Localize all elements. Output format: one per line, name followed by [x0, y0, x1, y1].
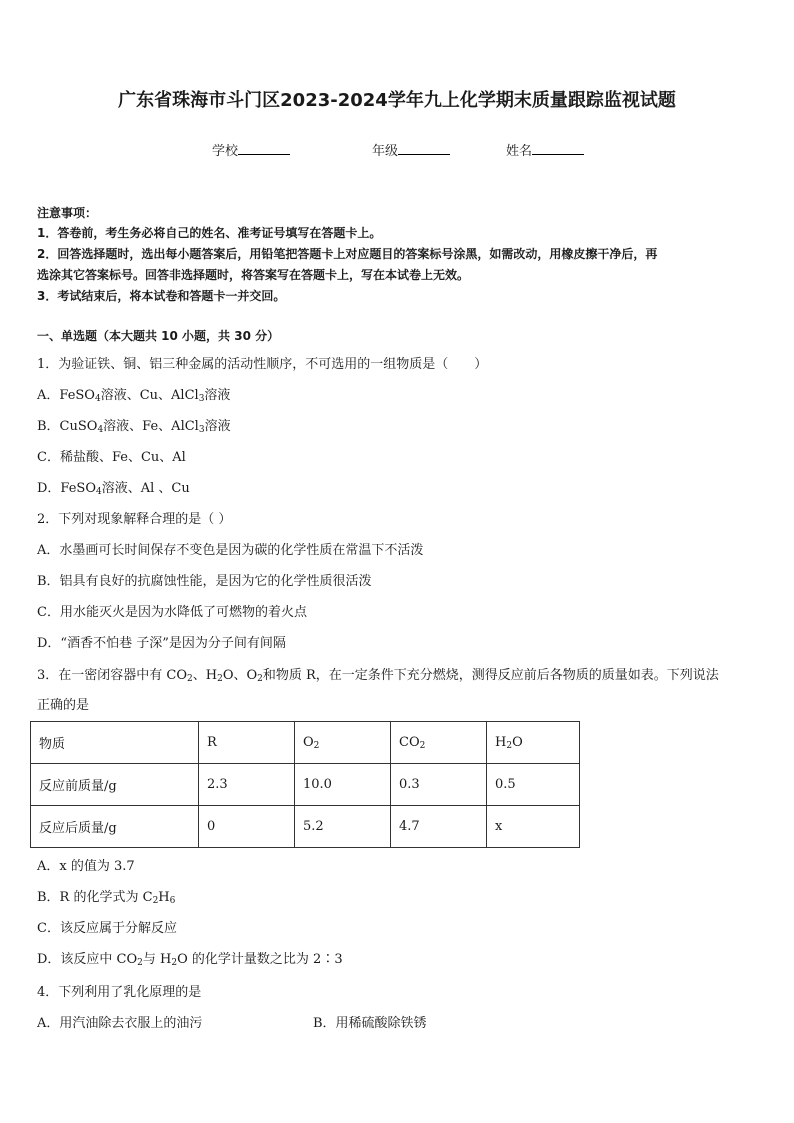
note-2b: 选涂其它答案标号。回答非选择题时，将答案写在答题卡上，写在本试卷上无效。 — [37, 268, 470, 282]
table-cell: $H_2O$ — [487, 722, 580, 764]
notes-heading: 注意事项： — [37, 206, 98, 220]
table-cell: 2.3 — [199, 764, 295, 806]
q3-stem-line2: 正确的是 — [37, 698, 90, 713]
table-cell: 0.5 — [487, 764, 580, 806]
table-cell: 4.7 — [391, 806, 487, 848]
table-cell: R — [199, 722, 295, 764]
q3-option-c: C．该反应属于分解反应 — [37, 921, 177, 936]
q3-option-a: A．x 的值为 3.7 — [37, 859, 135, 874]
q3-option-d: D．该反应中 $CO_2$与 $H_2O$ 的化学计量数之比为 2∶3 — [37, 952, 343, 968]
q3-mass-table — [30, 721, 580, 848]
table-cell: 物质 — [31, 722, 199, 764]
table-cell: 反应前质量/g — [31, 764, 199, 806]
table-header-row — [31, 722, 580, 764]
note-3: 3．考试结束后，将本试卷和答题卡一并交回。 — [37, 289, 286, 303]
table-row — [31, 764, 580, 806]
table-cell: $O_2$ — [295, 722, 391, 764]
school-label: 学校 — [212, 144, 239, 159]
grade-blank[interactable] — [398, 142, 450, 155]
q3-option-b: B．R 的化学式为 $C_2H_6$ — [37, 890, 176, 906]
table-cell: 0.3 — [391, 764, 487, 806]
q1-option-b: B．CuSO$_4$溶液、Fe、AlCl$_3$溶液 — [37, 419, 231, 435]
table-cell: x — [487, 806, 580, 848]
q3-stem-line1: 3．在一密闭容器中有 $CO_2$、$H_2O$、$O_2$和物质 R，在一定条件下充分燃烧，测得反应前后各物质的质量如表。下列说法 — [37, 668, 719, 684]
grade-field — [372, 140, 450, 159]
school-field — [212, 140, 290, 159]
q2-option-c: C．用水能灭火是因为水降低了可燃物的着火点 — [37, 605, 307, 620]
section-heading: 一、单选题（本大题共 10 小题，共 30 分） — [37, 329, 280, 343]
table-cell: 0 — [199, 806, 295, 848]
name-label: 姓名 — [506, 144, 533, 159]
q4-stem: 4．下列利用了乳化原理的是 — [37, 985, 202, 1000]
table-cell: 10.0 — [295, 764, 391, 806]
page-title: 广东省珠海市斗门区2023-2024学年九上化学期末质量跟踪监视试题 — [118, 90, 676, 111]
note-2a: 2．回答选择题时，选出每小题答案后，用铅笔把答题卡上对应题目的答案标号涂黑，如需改动，用橡皮擦干净后，再 — [37, 247, 658, 261]
table-cell: 5.2 — [295, 806, 391, 848]
q2-stem: 2．下列对现象解释合理的是（ ） — [37, 512, 232, 527]
note-1: 1．答卷前，考生务必将自己的姓名、准考证号填写在答题卡上。 — [37, 226, 382, 240]
q1-stem: 1．为验证铁、铜、铝三种金属的活动性顺序，不可选用的一组物质是（ ） — [37, 357, 488, 372]
q1-option-d: D．FeSO$_4$溶液、Al 、Cu — [37, 481, 190, 497]
name-field — [506, 140, 584, 159]
q2-option-a: A．水墨画可长时间保存不变色是因为碳的化学性质在常温下不活泼 — [37, 543, 424, 558]
q1-option-c: C．稀盐酸、Fe、Cu、Al — [37, 450, 186, 465]
name-blank[interactable] — [532, 142, 584, 155]
q2-option-d: D．“酒香不怕巷 子深”是因为分子间有间隔 — [37, 636, 286, 651]
school-blank[interactable] — [238, 142, 290, 155]
q1-option-a: A．FeSO$_4$溶液、Cu、AlCl$_3$溶液 — [37, 388, 231, 404]
table-row — [31, 806, 580, 848]
q2-option-b: B．铝具有良好的抗腐蚀性能，是因为它的化学性质很活泼 — [37, 574, 372, 589]
table-cell: $CO_2$ — [391, 722, 487, 764]
q4-option-a: A．用汽油除去衣服上的油污 — [37, 1016, 203, 1031]
table-cell: 反应后质量/g — [31, 806, 199, 848]
q4-option-b: B．用稀硫酸除铁锈 — [313, 1016, 427, 1031]
grade-label: 年级 — [372, 144, 399, 159]
